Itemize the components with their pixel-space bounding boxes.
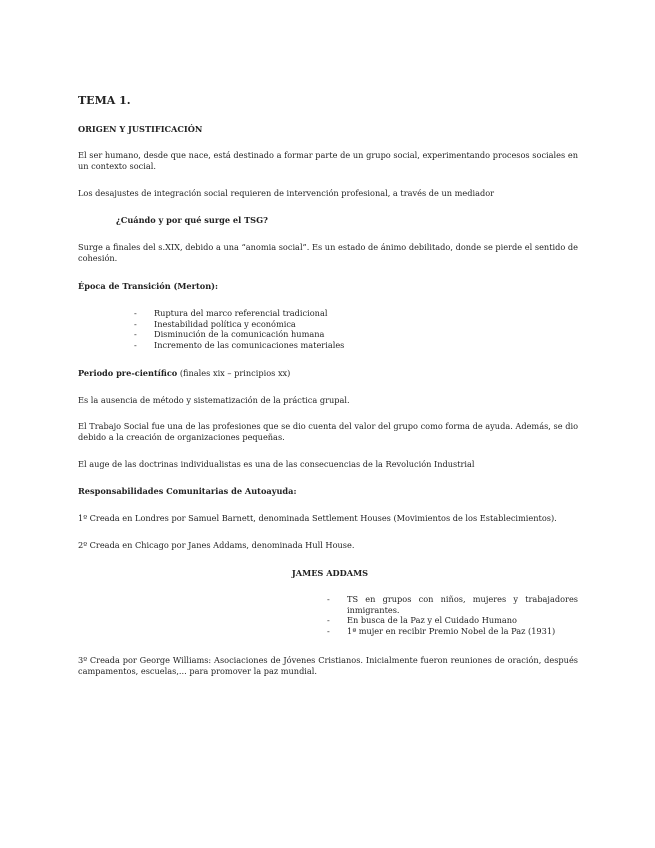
addams-list [327, 594, 578, 636]
periodo-dates: (finales xix – principios xx) [177, 368, 291, 378]
question-heading: ¿Cuándo y por qué surge el TSG? [116, 215, 268, 225]
list-item: - En busca de la Paz y el Cuidado Humano [327, 615, 578, 626]
epoca-heading: Época de Transición (Merton): [78, 281, 219, 291]
section-heading-origen: ORIGEN Y JUSTIFICACIÓN [78, 124, 203, 134]
paragraph-anomia: Surge a finales del s.XIX, debido a una “anomia social”. Es un estado de ánimo debilitado, donde se pierde el sentido de cohesión. [78, 242, 578, 263]
responsabilidades-heading: Responsabilidades Comunitarias de Autoayuda: [78, 486, 297, 496]
paragraph-williams: 3º Creada por George Williams: Asociaciones de Jóvenes Cristianos. Inicialmente fueron reuniones de oración, después campamentos, escuelas,... para promover la paz mundial. [78, 655, 578, 676]
paragraph-chicago: 2º Creada en Chicago por Janes Addams, denominada Hull House. [78, 540, 355, 550]
list-item: - Inestabilidad política y económica [134, 319, 434, 330]
periodo-line [78, 368, 578, 379]
list-item: - 1ª mujer en recibir Premio Nobel de la Paz (1931) [327, 626, 578, 637]
addams-heading: JAMES ADDAMS [291, 568, 369, 578]
paragraph-londres: 1º Creada en Londres por Samuel Barnett, denominada Settlement Houses (Movimientos de los Establecimientos). [78, 513, 557, 523]
list-item: - Ruptura del marco referencial tradicional [134, 308, 434, 319]
page-title: TEMA 1. [78, 94, 131, 107]
list-item: - Incremento de las comunicaciones materiales [134, 340, 434, 351]
paragraph-ausencia: Es la ausencia de método y sistematización de la práctica grupal. [78, 395, 350, 405]
paragraph-trabajo-social: El Trabajo Social fue una de las profesiones que se dio cuenta del valor del grupo como forma de ayuda. Además, se dio debido a la creación de organizaciones pequeñas. [78, 421, 578, 442]
paragraph-desajustes: Los desajustes de integración social requieren de intervención profesional, a través de un mediador [78, 188, 495, 198]
epoca-list [134, 308, 434, 350]
list-item: - Disminución de la comunicación humana [134, 329, 434, 340]
list-item: - TS en grupos con niños, mujeres y trabajadores inmigrantes. [327, 594, 578, 615]
paragraph-ser-humano: El ser humano, desde que nace, está destinado a formar parte de un grupo social, experimentando procesos sociales en un contexto social. [78, 150, 578, 171]
paragraph-auge: El auge de las doctrinas individualistas es una de las consecuencias de la Revolución Industrial [78, 459, 475, 469]
periodo-label: Periodo pre-científico [78, 368, 178, 378]
